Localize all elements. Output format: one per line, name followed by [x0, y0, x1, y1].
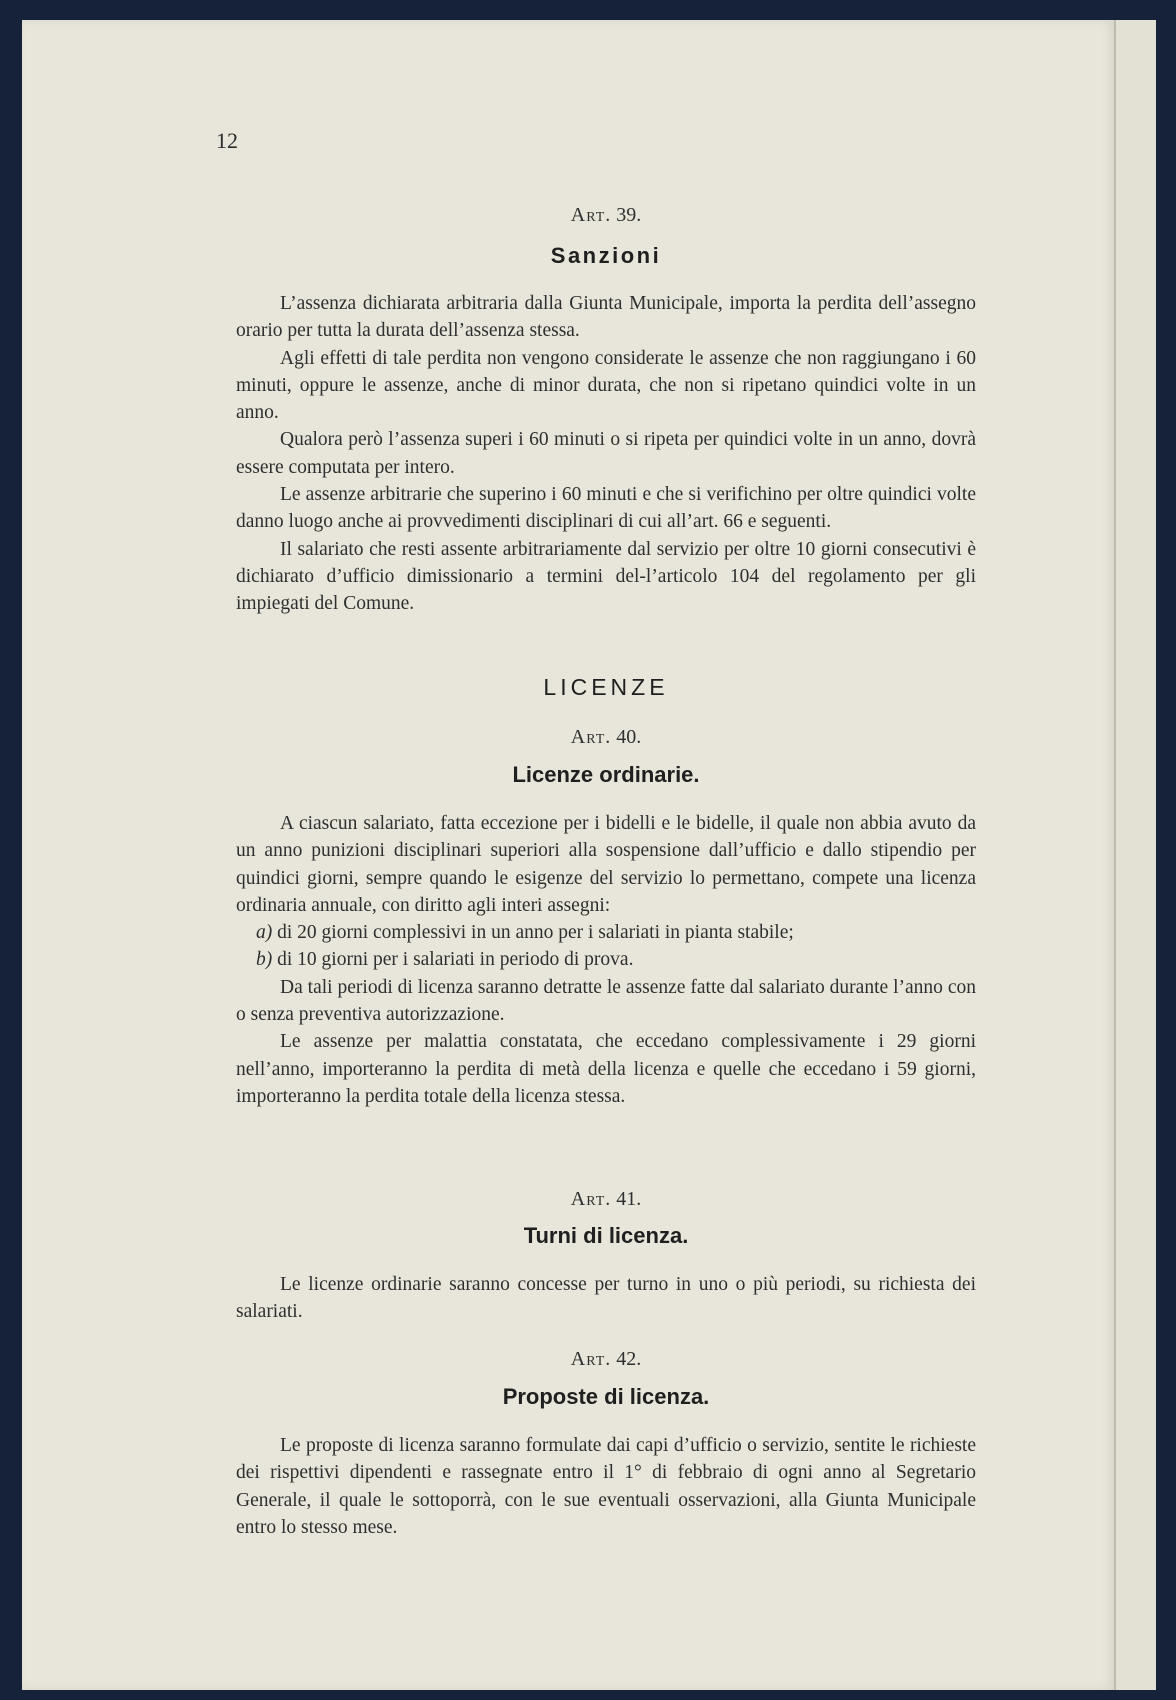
- article-prefix: Art.: [570, 1188, 612, 1210]
- article-39-heading: Sanzioni: [550, 243, 662, 268]
- list-item: [236, 946, 976, 973]
- article-number: 41.: [616, 1188, 642, 1210]
- section-title-licenze: LICENZE: [543, 674, 669, 700]
- article-42-number: [236, 1348, 976, 1371]
- book-spine: [1114, 20, 1156, 1690]
- article-40-body: [236, 810, 976, 1110]
- article-prefix: Art.: [570, 726, 612, 748]
- paragraph: Da tali periodi di licenza saranno detratte le assenze fatte dal salariato durante l’anno con o senza preventiva autorizzazione.: [236, 976, 976, 1026]
- article-number: 42.: [616, 1348, 642, 1370]
- list-item-text: di 20 giorni complessivi in un anno per i salariati in pianta stabile;: [277, 922, 794, 944]
- list-item-label: b): [256, 949, 273, 971]
- article-39-number: [236, 204, 976, 227]
- article-42-heading: Proposte di licenza.: [502, 1384, 710, 1409]
- article-41-number: [236, 1188, 976, 1211]
- list-item: [236, 919, 976, 946]
- list-item-text: di 10 giorni per i salariati in periodo di prova.: [277, 949, 634, 971]
- paragraph: Il salariato che resti assente arbitrariamente dal servizio per oltre 10 giorni consecutivi è dichiarato d’ufficio dimissionario a termini del-l’articolo 104 del regolamento per gli impiegati del Comune.: [236, 538, 976, 615]
- paragraph: Le assenze per malattia constatata, che eccedano complessivamente i 29 giorni nell’anno, importeranno la perdita di metà della licenza e quelle che eccedano i 59 giorni, importeranno la perdita totale della licenza stessa.: [236, 1031, 976, 1107]
- article-prefix: Art.: [570, 1348, 612, 1370]
- paragraph: Le proposte di licenza saranno formulate dai capi d’ufficio o servizio, sentite le richieste dei rispettivi dipendenti e rassegnate entro il 1° di febbraio di ogni anno al Segretario Generale, il quale le sottoporrà, con le sue eventuali osservazioni, alla Giunta Municipale entro lo stesso mese.: [236, 1435, 976, 1538]
- article-40-heading: Licenze ordinarie.: [512, 762, 700, 787]
- article-42-body: [236, 1432, 976, 1541]
- page-number: 12: [216, 128, 238, 153]
- list-item-label: a): [256, 922, 273, 944]
- article-number: 40.: [616, 726, 642, 748]
- article-41-body: [236, 1271, 976, 1326]
- article-40-number: [236, 726, 976, 749]
- paragraph: Le assenze arbitrarie che superino i 60 minuti e che si verifichino per oltre quindici volte danno luogo anche ai provvedimenti disciplinari di cui all’art. 66 e seguenti.: [236, 484, 976, 533]
- paragraph: L’assenza dichiarata arbitraria dalla Giunta Municipale, importa la perdita dell’assegno orario per tutta la durata dell’assenza stessa.: [236, 293, 976, 342]
- paragraph: A ciascun salariato, fatta eccezione per i bidelli e le bidelle, il quale non abbia avuto da un anno punizioni disciplinari superiori alla sospensione dall’ufficio e dallo stipendio per quindici giorni, sempre quando le esigenze del servizio lo permettano, compete una licenza ordinaria annuale, con diritto agli interi assegni:: [236, 813, 976, 916]
- article-41-heading: Turni di licenza.: [523, 1223, 689, 1248]
- paragraph: Agli effetti di tale perdita non vengono considerate le assenze che non raggiungano i 60 minuti, oppure le assenze, anche di minor durata, che non si ripetano quindici volte in un anno.: [236, 347, 976, 424]
- article-prefix: Art.: [570, 204, 612, 226]
- article-39-body: [236, 290, 976, 618]
- article-number: 39.: [616, 204, 642, 226]
- paragraph: Qualora però l’assenza superi i 60 minuti o si ripeta per quindici volte in un anno, dovrà essere computata per intero.: [236, 429, 976, 478]
- paragraph: Le licenze ordinarie saranno concesse per turno in uno o più periodi, su richiesta dei salariati.: [236, 1274, 976, 1323]
